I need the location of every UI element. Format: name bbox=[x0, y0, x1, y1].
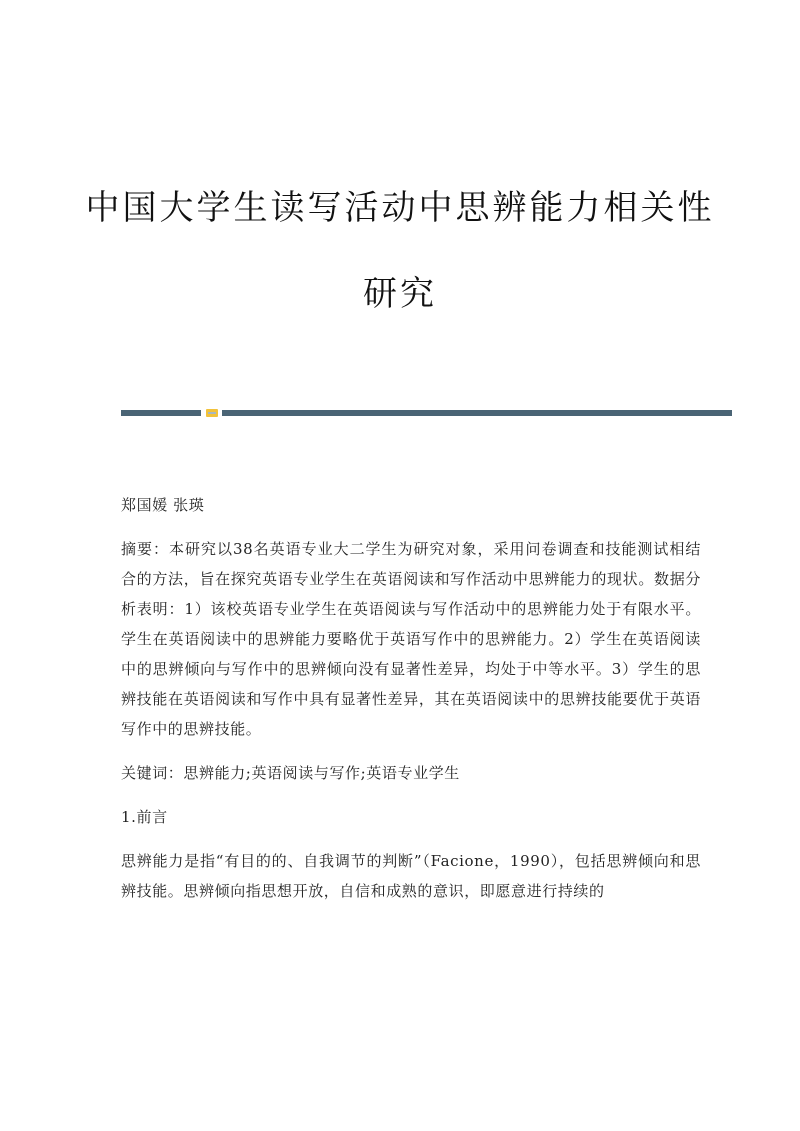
document-title-line-1: 中国大学生读写活动中思辨能力相关性 bbox=[85, 188, 715, 228]
section-body-introduction: 思辨能力是指“有目的的、自我调节的判断”（Facione，1990），包括思辨倾向和思辨技能。思辨倾向指思想开放，自信和成熟的意识，即愿意进行持续的 bbox=[121, 852, 701, 900]
abstract: 摘要：本研究以38名英语专业大二学生为研究对象，采用问卷调查和技能测试相结合的方法，旨在探究英语专业学生在英语阅读和写作活动中思辨能力的现状。数据分析表明：1）该校英语专业学生在英语阅读与写作活动中的思辨能力处于有限水平。学生在英语阅读中的思辨能力要略优于英语写作中的思辨能力。2）学生在英语阅读中的思辨倾向与写作中的思辨倾向没有显著性差异，均处于中等水平。3）学生的思辨技能在英语阅读和写作中具有显著性差异，其在英语阅读中的思辨技能要优于英语写作中的思辨技能。 bbox=[121, 540, 701, 738]
title-divider bbox=[121, 409, 732, 417]
document-body bbox=[121, 490, 701, 906]
authors: 郑国媛 张瑛 bbox=[121, 496, 205, 514]
divider-bar-left bbox=[121, 410, 201, 416]
divider-bar-right bbox=[222, 410, 732, 416]
keywords: 关键词：思辨能力;英语阅读与写作;英语专业学生 bbox=[121, 764, 460, 782]
divider-emblem-icon bbox=[206, 409, 218, 417]
document-title-line-2: 研究 bbox=[363, 274, 437, 314]
section-heading-introduction: 1.前言 bbox=[121, 808, 168, 826]
